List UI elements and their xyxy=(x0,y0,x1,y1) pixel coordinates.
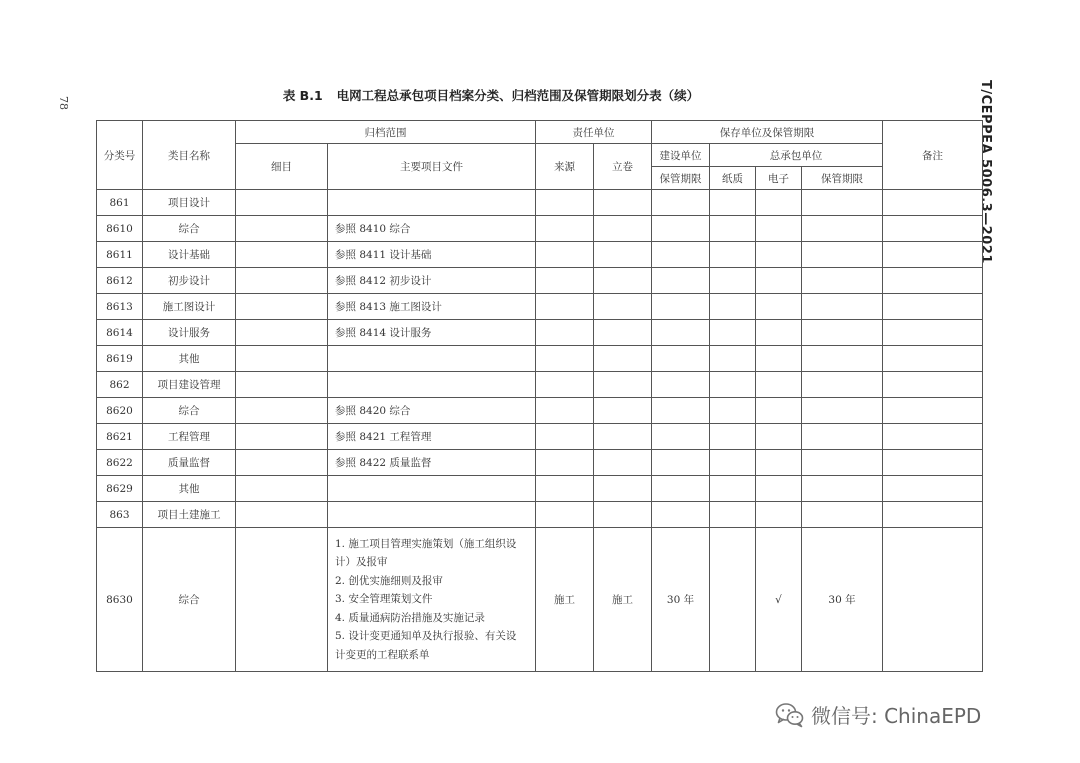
row-name: 项目设计 xyxy=(143,190,236,216)
row-code: 861 xyxy=(97,190,143,216)
row-name: 其他 xyxy=(143,476,236,502)
row-code: 8622 xyxy=(97,450,143,476)
doc-line: 计）及报审 xyxy=(335,556,388,569)
header-archive-scope: 归档范围 xyxy=(236,121,536,144)
doc-line: 4. 质量通病防治措施及实施记录 xyxy=(335,611,485,624)
row-docs: 参照 8422 质量监督 xyxy=(328,450,536,476)
table-title xyxy=(96,86,886,104)
header-paper: 纸质 xyxy=(710,167,756,190)
row-docs: 参照 8414 设计服务 xyxy=(328,320,536,346)
header-main-docs: 主要项目文件 xyxy=(328,144,536,190)
header-class-name: 类目名称 xyxy=(143,121,236,190)
row-source: 施工 xyxy=(536,528,594,672)
row-electronic: √ xyxy=(756,528,802,672)
row-filing: 施工 xyxy=(594,528,652,672)
header-detail: 细目 xyxy=(236,144,328,190)
wechat-icon xyxy=(775,702,805,728)
watermark-text: 微信号: ChinaEPD xyxy=(811,704,982,728)
row-code: 8630 xyxy=(97,528,143,672)
row-name: 综合 xyxy=(143,528,236,672)
header-retention-period: 保管期限 xyxy=(652,167,710,190)
standard-code: T/CEPPEA 5006.3—2021 xyxy=(978,80,993,264)
row-name: 质量监督 xyxy=(143,450,236,476)
row-name: 综合 xyxy=(143,398,236,424)
table-title-text: 电网工程总承包项目档案分类、归档范围及保管期限划分表（续） xyxy=(336,88,700,103)
header-source: 来源 xyxy=(536,144,594,190)
table-row xyxy=(97,346,983,372)
row-code: 8611 xyxy=(97,242,143,268)
header-construction-unit: 建设单位 xyxy=(652,144,710,167)
doc-line: 5. 设计变更通知单及执行报验、有关设 xyxy=(335,630,517,643)
row-docs: 参照 8421 工程管理 xyxy=(328,424,536,450)
row-name: 工程管理 xyxy=(143,424,236,450)
table-row xyxy=(97,424,983,450)
row-code: 8612 xyxy=(97,268,143,294)
header-epc-unit: 总承包单位 xyxy=(710,144,883,167)
row-code: 862 xyxy=(97,372,143,398)
header-retention-group: 保存单位及保管期限 xyxy=(652,121,883,144)
header-responsible: 责任单位 xyxy=(536,121,652,144)
row-docs xyxy=(328,190,536,216)
table-row xyxy=(97,502,983,528)
table-row xyxy=(97,528,983,672)
row-paper xyxy=(710,528,756,672)
row-name: 设计基础 xyxy=(143,242,236,268)
row-code: 8629 xyxy=(97,476,143,502)
table-row xyxy=(97,450,983,476)
row-name: 项目建设管理 xyxy=(143,372,236,398)
row-remarks xyxy=(883,528,983,672)
row-docs: 参照 8413 施工图设计 xyxy=(328,294,536,320)
table-row xyxy=(97,190,983,216)
row-docs xyxy=(328,476,536,502)
header-class-no: 分类号 xyxy=(97,121,143,190)
row-name: 综合 xyxy=(143,216,236,242)
row-name: 初步设计 xyxy=(143,268,236,294)
row-code: 8620 xyxy=(97,398,143,424)
doc-line: 3. 安全管理策划文件 xyxy=(335,593,433,606)
row-code: 8619 xyxy=(97,346,143,372)
doc-line: 1. 施工项目管理实施策划（施工组织设 xyxy=(335,537,517,550)
row-docs: 参照 8410 综合 xyxy=(328,216,536,242)
table-row xyxy=(97,242,983,268)
row-docs: 参照 8412 初步设计 xyxy=(328,268,536,294)
table-row xyxy=(97,398,983,424)
row-code: 8621 xyxy=(97,424,143,450)
table-row xyxy=(97,372,983,398)
row-code: 8610 xyxy=(97,216,143,242)
page-number: 78 xyxy=(57,96,70,110)
table-row xyxy=(97,216,983,242)
table-row xyxy=(97,268,983,294)
header-remarks: 备注 xyxy=(883,121,983,190)
table-row xyxy=(97,294,983,320)
row-name: 施工图设计 xyxy=(143,294,236,320)
row-code: 8614 xyxy=(97,320,143,346)
row-name: 项目土建施工 xyxy=(143,502,236,528)
table-label: 表 B.1 xyxy=(282,88,323,103)
header-electronic: 电子 xyxy=(756,167,802,190)
row-name: 其他 xyxy=(143,346,236,372)
header-filing: 立卷 xyxy=(594,144,652,190)
table-row xyxy=(97,320,983,346)
table-row xyxy=(97,476,983,502)
row-docs: 参照 8411 设计基础 xyxy=(328,242,536,268)
doc-line: 2. 创优实施细则及报审 xyxy=(335,574,443,587)
archive-table xyxy=(96,120,983,672)
row-docs xyxy=(328,502,536,528)
row-docs-list xyxy=(328,528,536,672)
row-docs xyxy=(328,372,536,398)
row-docs xyxy=(328,346,536,372)
doc-line: 计变更的工程联系单 xyxy=(335,648,430,661)
row-code: 8613 xyxy=(97,294,143,320)
row-construction-period: 30 年 xyxy=(652,528,710,672)
header-epc-retention-period: 保管期限 xyxy=(802,167,883,190)
watermark xyxy=(775,700,981,729)
row-epc-period: 30 年 xyxy=(802,528,883,672)
row-docs: 参照 8420 综合 xyxy=(328,398,536,424)
row-code: 863 xyxy=(97,502,143,528)
row-name: 设计服务 xyxy=(143,320,236,346)
